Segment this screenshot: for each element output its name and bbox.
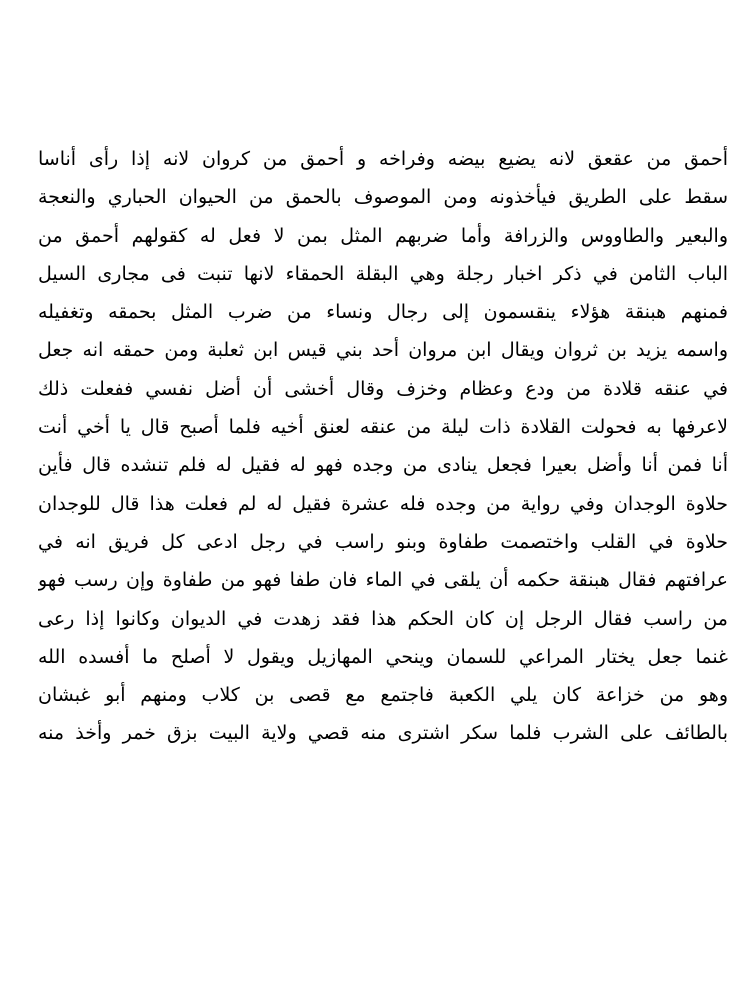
text-line: لاعرفها به فحولت القلادة ذات ليلة من عنقه لعنق أخيه فلما أصبح قال يا أخي أنت bbox=[38, 416, 728, 439]
body-text bbox=[38, 140, 728, 753]
text-line: من راسب فقال الرجل إن كان الحكم هذا فقد زهدت في الديوان وكانوا إذا رعى bbox=[38, 607, 728, 630]
text-line: وهو من خزاعة كان يلي الكعبة فاجتمع مع قصى بن كلاب ومنهم أبو غبشان bbox=[38, 684, 728, 707]
text-line: غنما جعل يختار المراعي للسمان وينحي المهازيل ويقول لا أصلح ما أفسده الله bbox=[38, 645, 728, 668]
text-line: حلاوة في القلب واختصمت طفاوة وبنو راسب في رجل ادعى كل فريق انه في bbox=[38, 530, 728, 553]
text-line: عرافتهم فقال هبنقة حكمه أن يلقى في الماء فان طفا فهو من طفاوة وإن رسب فهو bbox=[38, 569, 728, 592]
text-line: واسمه يزيد بن ثروان ويقال ابن مروان أحد بني قيس ابن ثعلبة ومن حمقه انه جعل bbox=[38, 339, 728, 362]
text-line: أحمق من عقعق لانه يضيع بيضه وفراخه و أحمق من كروان لانه إذا رأى أناسا bbox=[38, 148, 728, 170]
text-line: والبعير والطاووس والزرافة وأما ضربهم المثل بمن لا فعل له كقولهم أحمق من bbox=[38, 224, 728, 247]
text-line: في عنقه قلادة من ودع وعظام وخزف وقال أخشى أن أضل نفسي ففعلت ذلك bbox=[38, 377, 728, 400]
text-line: فمنهم هبنقة هؤلاء ينقسمون إلى رجال ونساء من ضرب المثل بحمقه وتغفيله bbox=[38, 301, 728, 324]
text-line: أنا فمن أنا وأضل بعيرا فجعل ينادى من وجده فهو له فقيل له فلم تنشده قال فأين bbox=[38, 454, 728, 477]
text-line: سقط على الطريق فيأخذونه ومن الموصوف بالحمق من الحيوان الحباري والنعجة bbox=[38, 186, 728, 209]
text-line: الباب الثامن في ذكر اخبار رجلة وهي البقلة الحمقاء لانها تنبت فى مجارى السيل bbox=[38, 262, 728, 285]
text-line: حلاوة الوجدان وفي رواية من وجده فله عشرة فقيل له لم فعلت هذا قال للوجدان bbox=[38, 492, 728, 515]
text-line: بالطائف على الشرب فلما سكر اشترى منه قصي ولاية البيت بزق خمر وأخذ منه bbox=[38, 722, 728, 745]
